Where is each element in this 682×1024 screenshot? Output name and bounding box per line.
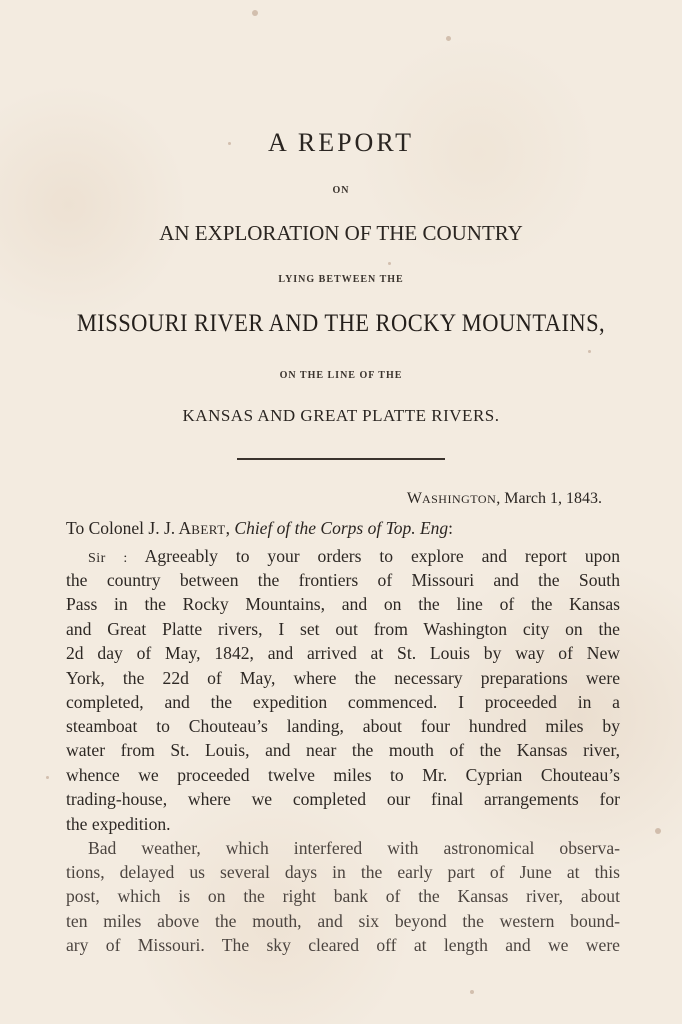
paragraph-2-line-1: Bad weather, which interfered with astronomical observa- <box>88 838 620 858</box>
paragraph-2-line-2: tions, delayed us several days in the early part of June at this <box>66 862 620 882</box>
paragraph-1-line-7: completed, and the expedition commenced. I proceeded in a <box>66 692 620 712</box>
paragraph-1-line-1: Sir : Agreeably to your orders to explore and report upon <box>88 546 621 566</box>
salutation <box>66 518 453 539</box>
paragraph-1-line-8: steamboat to Chouteau’s landing, about four hundred miles by <box>66 716 620 736</box>
salutation-title: Chief of the Corps of Top. Eng <box>234 518 449 538</box>
paragraph-1-line-12: the expedition. <box>66 814 171 834</box>
paragraph-1-line-2: the country between the frontiers of Missouri and the South <box>66 570 620 590</box>
paragraph-1-line-5: 2d day of May, 1842, and arrived at St. Louis by way of New <box>66 643 620 663</box>
subtitle-rivers: MISSOURI RIVER AND THE ROCKY MOUNTAINS, <box>76 310 606 337</box>
dateline <box>407 490 602 508</box>
paragraph-2-line-5: ary of Missouri. The sky cleared off at length and we were <box>66 935 620 955</box>
paragraph-1-line-6: York, the 22d of May, where the necessary preparations were <box>66 668 620 688</box>
subtitle-on: ON <box>332 185 350 196</box>
salutation-comma: , <box>225 518 235 538</box>
paragraph-1-line-10: whence we proceeded twelve miles to Mr. Cyprian Chouteau’s <box>66 765 620 785</box>
subtitle-lying: LYING BETWEEN THE <box>278 274 404 285</box>
salutation-prefix: To Colonel J. J. <box>66 518 179 538</box>
sir-label: Sir : <box>88 551 128 566</box>
salutation-suffix: : <box>448 518 454 538</box>
dateline-place-initial: W <box>406 490 422 507</box>
horizontal-rule <box>237 458 445 460</box>
dateline-place-rest: ASHINGTON <box>421 492 497 506</box>
subtitle-kansas: KANSAS AND GREAT PLATTE RIVERS. <box>182 406 500 425</box>
subtitle-on-the-line: ON THE LINE OF THE <box>279 370 403 381</box>
subtitle-exploration: AN EXPLORATION OF THE COUNTRY <box>159 221 523 245</box>
salutation-name-initial: A <box>178 518 192 538</box>
paragraph-1-line-4: and Great Platte rivers, I set out from Washington city on the <box>66 619 620 639</box>
report-title: A REPORT <box>268 128 414 157</box>
paragraph-1-line-9: water from St. Louis, and near the mouth of the Kansas river, <box>66 740 620 760</box>
salutation-name-rest: BERT <box>191 522 226 537</box>
paragraph-2-line-3: post, which is on the right bank of the Kansas river, about <box>66 886 620 906</box>
dateline-date: , March 1, 1843. <box>496 490 602 507</box>
paragraph-2-line-4: ten miles above the mouth, and six beyond the western bound- <box>66 911 620 931</box>
paragraph-1-line-3: Pass in the Rocky Mountains, and on the line of the Kansas <box>66 594 620 614</box>
paragraph-1-line-11: trading-house, where we completed our final arrangements for <box>66 789 620 809</box>
